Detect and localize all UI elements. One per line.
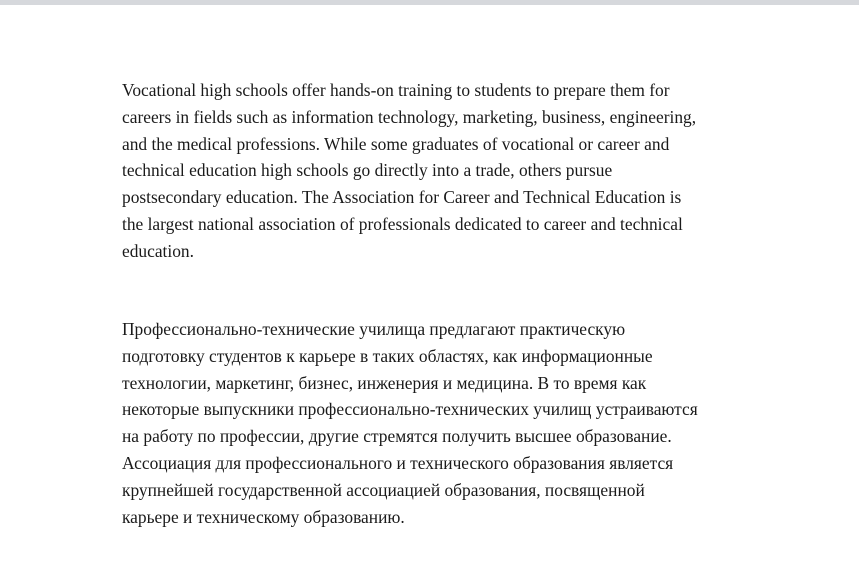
window-top-border [0, 0, 859, 5]
paragraph-line: крупнейшей государственной ассоциацией образования, посвященной [122, 479, 645, 500]
paragraph-line: Vocational high schools offer hands-on training to students to prepare them for [122, 80, 670, 100]
paragraph-line: postsecondary education. The Association for Career and Technical Education is [122, 187, 682, 208]
paragraph-english [122, 77, 812, 265]
paragraph-line: careers in fields such as information technology, marketing, business, engineering, [122, 106, 697, 127]
paragraph-russian [122, 316, 812, 530]
paragraph-line: and the medical professions. While some graduates of vocational or career and [122, 133, 670, 154]
paragraph-line: технологии, маркетинг, бизнес, инженерия и медицина. В то время как [122, 372, 647, 393]
paragraph-line: Ассоциация для профессионального и технического образования является [122, 452, 674, 473]
paragraph-line: карьере и техническому образованию. [122, 506, 405, 527]
paragraph-line: education. [122, 240, 194, 261]
paragraph-line: Профессионально-технические училища предлагают практическую [122, 319, 626, 339]
paragraph-line: на работу по профессии, другие стремятся получить высшее образование. [122, 426, 672, 447]
paragraph-line: technical education high schools go directly into a trade, others pursue [122, 160, 613, 181]
paragraph-line: некоторые выпускники профессионально-технических училищ устраиваются [122, 399, 698, 420]
paragraph-line: the largest national association of professionals dedicated to career and technical [122, 213, 683, 234]
paragraph-line: подготовку студентов к карьере в таких областях, как информационные [122, 345, 653, 366]
